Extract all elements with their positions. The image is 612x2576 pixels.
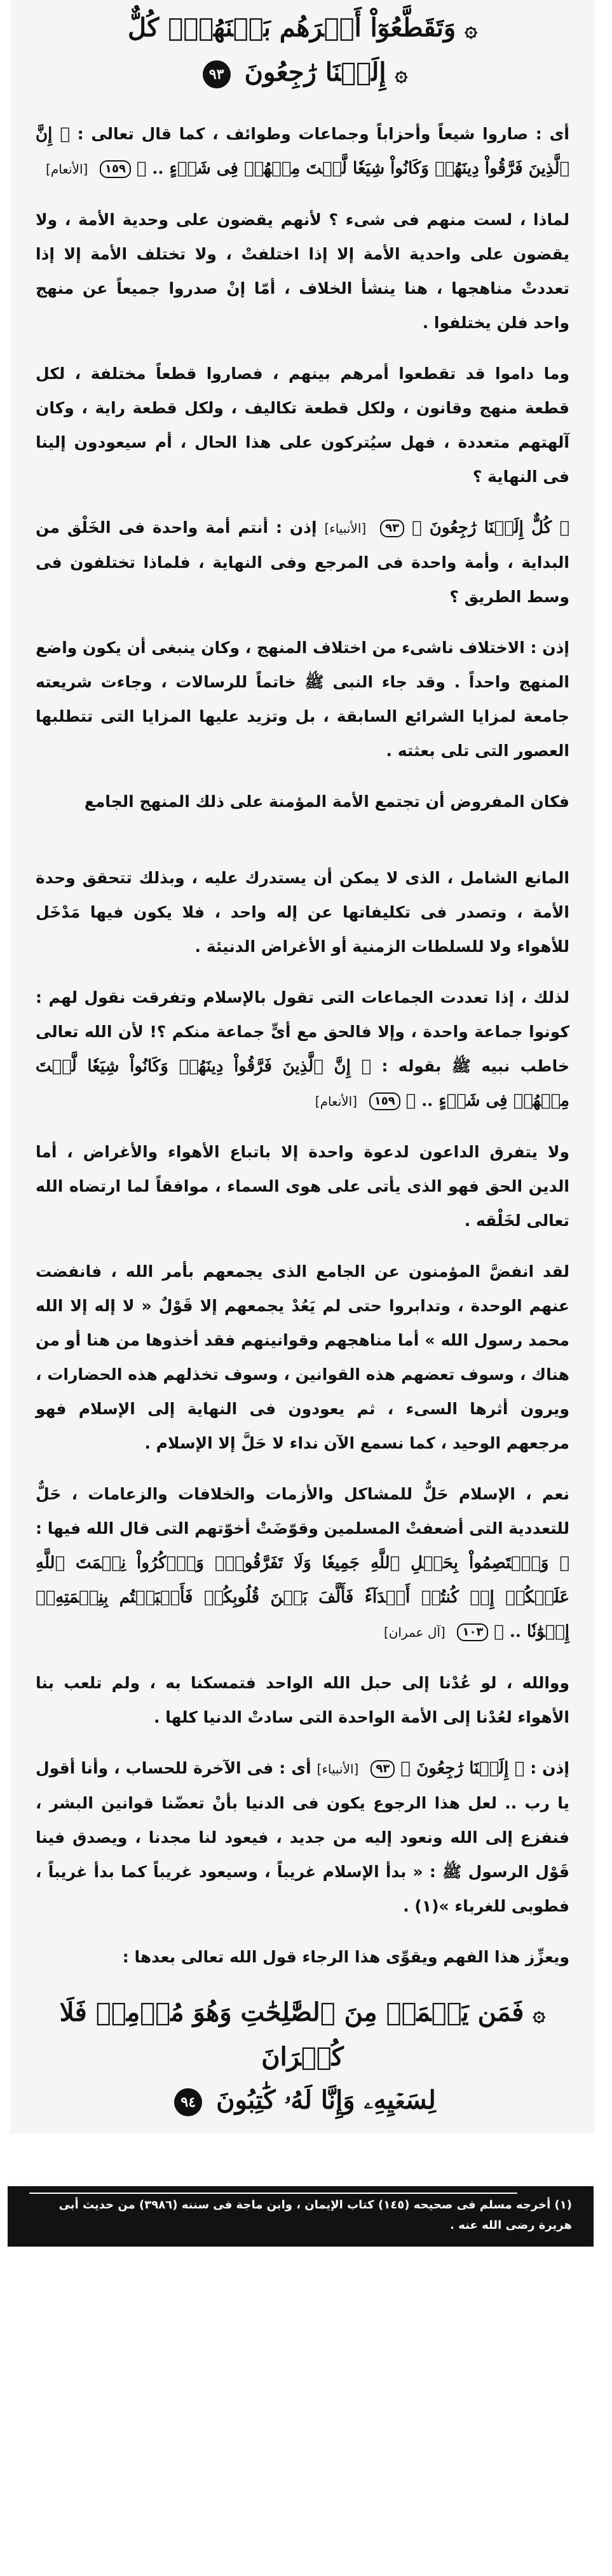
- ayah-number-badge: ٩٣: [371, 1760, 395, 1778]
- paragraph-10: [36, 1477, 569, 1650]
- paragraph-text: أى : صاروا شيعاً وأحزاباً وجماعات وطوائف ، كما قال تعالى :: [77, 125, 569, 143]
- paragraph-4: إذن : الاختلاف ناشىء من اختلاف المنهج ، وكان ينبغى أن يكون واضع المنهج واحداً . وقد جاء النبى ﷺ خاتماً للرسالات ، وجاءت شريعته جامعة لمزايا الشرائع السابقة ، بل وتزيد عليها المزايا التى تتطلبها العصور التى تلى بعثته .: [36, 638, 569, 760]
- footnote-text: (١) أخرجه مسلم فى صحيحه (١٤٥) كتاب الإيمان ، وابن ماجة فى سننه (٣٩٨٦) من حديث أبى هريرة رضى الله عنه .: [58, 2198, 572, 2232]
- paragraph-11: ووالله ، لو عُدْنا إلى حبل الله الواحد فتمسكنا به ، ولم تلعب بنا الأهواء لعُدْنا إلى الأمة الواحدة التى سادتْ الدنيا كلها .: [36, 1674, 569, 1726]
- ayah-number-badge: ١٠٣: [457, 1623, 488, 1641]
- ornament-icon: ۞: [533, 2001, 546, 2027]
- paragraph-5: فكان المفروض أن تجتمع الأمة المؤمنة على ذلك المنهج الجامع: [84, 792, 569, 811]
- verse-heading-bottom: [36, 1991, 569, 2122]
- verse-heading-line2: إِلَيۡنَا رَٰجِعُونَ: [244, 57, 386, 87]
- ayah-number-badge: ١٥٩: [100, 160, 131, 178]
- paragraph-2: وما داموا قد تقطعوا أمرهم بينهم ، فصاروا قطعاً مختلفة ، لكل قطعة منهج وقانون ، ولكل قطعة تكاليف ، ولكل قطعة راية ، وكان آلهتهم متعددة ، فهل سيُتركون على هذا الحال ، أم سيعودون إلينا فى النهاية ؟: [36, 364, 569, 486]
- verse-heading-line1: فَمَن يَعۡمَلۡ مِنَ ٱلصَّٰلِحَٰتِ وَهُوَ مُؤۡمِنٞ فَلَا كُفۡرَانَ: [59, 1997, 524, 2072]
- ayah-number-badge: ١٥٩: [369, 1092, 400, 1110]
- paragraph-text: نعم ، الإسلام حَلٌّ للمشاكل والأزمات والخلافات والزعامات ، حَلٌّ للتعددية التى أضعفتْ المسلمين وقوّضَتْ أخوّتهم التى قال الله فيها :: [36, 1485, 569, 1538]
- ornament-icon: ۞: [395, 61, 408, 86]
- ayah-number-badge: ٩٤: [174, 2088, 202, 2116]
- surah-citation: [الأنعام]: [315, 1094, 358, 1109]
- quran-verse: ﴿ إِنَّ ٱلَّذِينَ فَرَّقُواْ دِينَهُمۡ وَكَانُواْ شِيَعٗا لَّسۡتَ مِنۡهُمۡ فِى شَىۡءٍ .. ﴾: [36, 125, 569, 178]
- surah-citation: [الأنبياء]: [324, 521, 367, 536]
- verse-heading-line1: وَتَقَطَّعُوٓاْ أَمۡرَهُم بَيۡنَهُمۡۖ كُلٌّ: [127, 13, 456, 43]
- footnote-rule: [29, 2193, 517, 2194]
- verse-heading-line2: لِسَعۡيِهِۦ وَإِنَّا لَهُۥ كَٰتِبُونَ: [216, 2085, 436, 2115]
- paragraph-lead: إذن :: [530, 1759, 569, 1777]
- ayah-number-badge: ٩٣: [203, 60, 231, 88]
- paragraph-6: المانع الشامل ، الذى لا يمكن أن يستدرك عليه ، وبذلك تتحقق وحدة الأمة ، وتصدر فى تكليفاتها عن إله واحد ، فلا يكون فيها مَدْخَل للأهواء ولا للسلطات الزمنية أو الأغراض الدنيئة .: [36, 869, 569, 956]
- quran-verse: ﴿ كُلٌّ إِلَيۡنَا رَٰجِعُونَ ﴾: [411, 518, 569, 537]
- paragraph-12: [36, 1751, 569, 1924]
- ornament-icon: ۞: [465, 17, 478, 42]
- book-page: [10, 0, 595, 2133]
- quran-verse: ﴿ وَٱعۡتَصِمُواْ بِحَبۡلِ ٱللَّهِ جَمِيعٗا وَلَا تَفَرَّقُواْۚ وَٱذۡكُرُواْ نِعۡمَتَ ٱللَّهِ عَلَيۡكُمۡ إِذۡ كُنتُمۡ أَعۡدَآءٗ فَأَلَّفَ بَيۡنَ قُلُوبِكُمۡ فَأَصۡبَحۡتُم بِنِعۡمَتِهِۦٓ إِخۡوَٰنٗا .. ﴾: [36, 1553, 569, 1641]
- paragraph-text: أى : فى الآخرة للحساب ، وأنا أقول يا رب .. لعل هذا الرجوع يكون فى الدنيا بأنْ تعضّنا قوانين البشر ، فنفزع إلى الله ونعود إليه من جديد ، فيعود لنا مجدنا ، ويصدق فينا قَوْل الرسول ﷺ : « بدأ الإسلام غريباً ، وسيعود غريباً كما بدأ غريباً ، فطوبى للغرباء »(١) .: [36, 1759, 569, 1915]
- quran-verse: ﴿ إِنَّ ٱلَّذِينَ فَرَّقُواْ دِينَهُمۡ وَكَانُواْ شِيَعٗا لَّسۡتَ مِنۡهُمۡ فِى شَىۡءٍ .. ﴾: [36, 1057, 569, 1110]
- paragraph-1: [36, 117, 569, 186]
- ayah-number-badge: ٩٣: [380, 520, 404, 537]
- surah-citation: [آل عمران]: [383, 1625, 445, 1640]
- paragraph-text: لذلك ، إذا تعددت الجماعات التى تقول بالإسلام وتفرقت نقول لهم : كونوا جماعة واحدة ، وإلا فالحق مع أىٍّ جماعة منكم ؟! لأن الله تعالى خاطب نبيه ﷺ بقوله :: [36, 988, 569, 1075]
- paragraph-8: ولا يتفرق الداعون لدعوة واحدة إلا باتباع الأهواء والأغراض ، أما الدين الحق فهو الذى يأتى على هوى السماء ، موافقاً لما ارتضاه الله تعالى لخَلْقه .: [36, 1143, 569, 1230]
- paragraph-9: لقد انفضَّ المؤمنون عن الجامع الذى يجمعهم بأمر الله ، فانفضت عنهم الوحدة ، وتدابروا حتى لم يَعُدْ يجمعهم إلا قَوْلٌ « لا إله إلا الله محمد رسول الله » أما مناهجهم وقوانينهم فقد أخذوها من هنا أو من هناك ، وسوف تعضهم هذه القوانين ، وسوف تخذلهم هذه الحضارات ، ويرون أثرها السىء ، ثم يعودون فى النهاية إلى الإسلام فهو مرجعهم الوحيد ، كما نسمع الآن نداء لا حَلَّ إلا الإسلام .: [36, 1262, 569, 1452]
- verse-heading-top: [36, 6, 569, 95]
- quran-verse: ﴿ إِلَيۡنَا رَٰجِعُونَ ﴾: [400, 1759, 525, 1778]
- paragraph-3: [36, 511, 569, 614]
- paragraph-7: [36, 981, 569, 1119]
- paragraph-1b: لماذا ، لست منهم فى شىء ؟ لأنهم يقضون على وحدية الأمة ، ولا يقضون على واحدية الأمة إلا إذا اختلفتْ ، ولا تختلف الأمة إلا إذا تعددتْ مناهجها ، هنا ينشأ الخلاف ، أمّا إنْ صدروا جميعاً عن منهج واحد فلن يختلفوا .: [36, 210, 569, 332]
- paragraph-13: ويعزِّز هذا الفهم ويقوِّى هذا الرجاء قول الله تعالى بعدها :: [122, 1948, 569, 1966]
- paragraph-text: إذن : أنتم أمة واحدة فى الخَلْق من البداية ، وأمة واحدة فى المرجع وفى النهاية ، فلماذا تختلفون فى وسط الطريق ؟: [36, 518, 569, 606]
- surah-citation: [الأنعام]: [46, 162, 88, 177]
- surah-citation: [الأنبياء]: [316, 1761, 359, 1777]
- footnote-box: [8, 2186, 594, 2247]
